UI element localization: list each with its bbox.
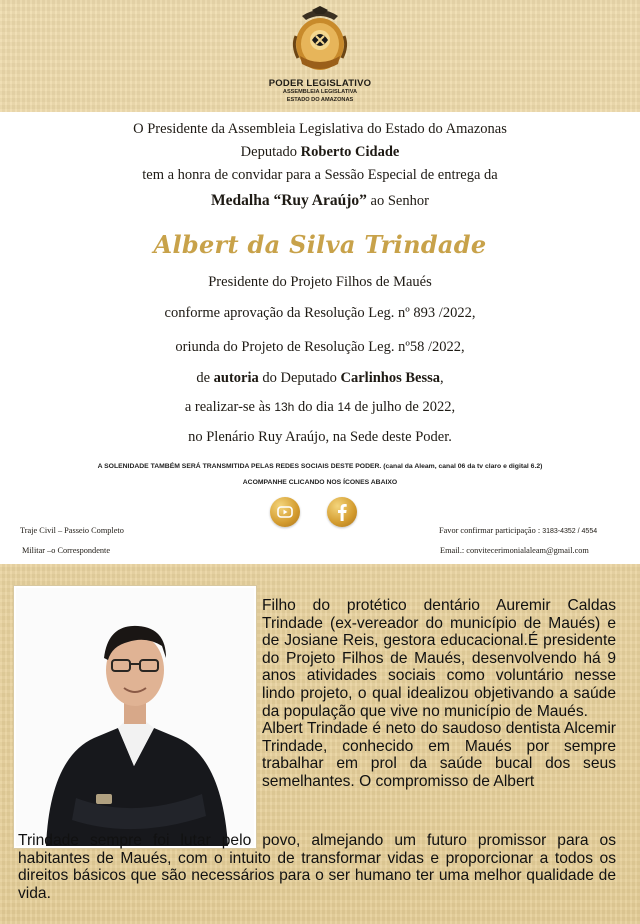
time-end: de julho de 2022, — [350, 399, 456, 415]
author-mid: do Deputado — [258, 370, 341, 386]
broadcast-channels: (canal da Aleam, canal 06 da tv claro e digital 6.2) — [381, 463, 543, 470]
invitation-card — [0, 112, 640, 564]
time-hour: 13h — [274, 400, 295, 414]
medal-name: Medalha “Ruy Araújo” — [211, 192, 367, 209]
time-mid: do dia — [294, 399, 338, 415]
person-portrait-icon — [16, 588, 254, 846]
deputy-name: Roberto Cidade — [300, 144, 400, 160]
honoree-role: Presidente do Projeto Filhos de Maués — [208, 274, 432, 290]
coat-of-arms-icon — [290, 6, 350, 76]
org-subtitle: ASSEMBLEIA LEGISLATIVA — [282, 89, 358, 95]
biography-paragraph-3: Trindade sempre foi lutar pelo povo, almejando um futuro promissor para os habitantes de Maués, com o intuito de transformar vidas e proporcionar a todos os direitos básicos que são necessários para o ser humano ter uma melhor qualidade de vida. — [18, 832, 616, 902]
rsvp-phone[interactable]: 3183-4352 / 4554 — [542, 528, 598, 535]
rsvp-label: Favor confirmar participação : — [439, 526, 543, 535]
biography-section — [0, 564, 640, 924]
follow-notice: ACOMPANHE CLICANDO NOS ÍCONES ABAIXO — [242, 479, 398, 486]
time-prefix: a realizar-se às — [184, 399, 275, 415]
biography-paragraph-1: Filho do protético dentário Auremir Caldas Trindade (ex-vereador do município de Maués) e de Josiane Reis, gestora educacional.É presidente do Projeto Filhos de Maués, desenvolvendo há 9 anos atividades sociais como voluntário nesse lindo projeto, o qual idealizou objetivando a saúde da população que vive no município de Maués. — [262, 597, 616, 720]
org-title: PODER LEGISLATIVO — [268, 78, 372, 89]
biography-right-column — [262, 597, 616, 791]
facebook-button[interactable] — [327, 497, 357, 527]
invite-line-place: no Plenário Ruy Araújo, na Sede deste Poder. — [188, 429, 452, 445]
dress-code-civil: Traje Civil – Passeio Completo — [20, 526, 124, 535]
author-end: , — [440, 370, 444, 386]
dress-code-military: Militar –o Correspondente — [22, 546, 111, 555]
biography-grandfather: Albert Trindade é neto do saudoso dentista Alcemir Trindade, conhecido em Maués por sempre trabalhar em prol da saúde bucal dos seus semelhantes. — [262, 720, 616, 790]
org-state: ESTADO DO AMAZONAS — [286, 97, 354, 103]
biography-paragraph-2 — [262, 720, 616, 790]
broadcast-notice — [0, 463, 640, 470]
invite-line-medal — [0, 192, 640, 210]
youtube-icon — [270, 497, 300, 527]
invite-line-origin: oriunda do Projeto de Resolução Leg. nº58 /2022, — [175, 339, 465, 355]
youtube-button[interactable] — [270, 497, 300, 527]
honoree-name: Albert da Silva Trindade — [153, 230, 487, 259]
invite-line-author — [0, 370, 640, 387]
rsvp-line — [439, 526, 597, 535]
author-name: Carlinhos Bessa — [340, 370, 441, 386]
invite-line-president: O Presidente da Assembleia Legislativa do Estado do Amazonas — [133, 121, 507, 137]
biography-compromise-start: O compromisso de Albert — [359, 772, 535, 790]
invite-line-deputy — [0, 144, 640, 161]
author-prefix: de — [196, 370, 214, 386]
header — [0, 0, 640, 112]
email-label: Email.: — [440, 546, 467, 555]
facebook-icon — [327, 497, 357, 527]
invite-line-honor: tem a honra de convidar para a Sessão Especial de entrega da — [142, 167, 498, 183]
deputy-prefix: Deputado — [240, 144, 301, 160]
email-link[interactable]: convitecerimonialaleam@gmail.com — [466, 546, 589, 555]
time-day: 14 — [337, 400, 351, 414]
honoree-photo — [14, 586, 256, 848]
invite-line-time — [0, 399, 640, 416]
medal-suffix: ao Senhor — [366, 193, 429, 209]
invite-line-approval: conforme aprovação da Resolução Leg. nº 893 /2022, — [164, 305, 476, 321]
email-line — [440, 546, 589, 555]
biography-bottom — [18, 832, 616, 902]
author-word: autoria — [213, 370, 259, 386]
broadcast-bold: A SOLENIDADE TAMBÉM SERÁ TRANSMITIDA PELAS REDES SOCIAIS DESTE PODER. — [97, 463, 382, 470]
